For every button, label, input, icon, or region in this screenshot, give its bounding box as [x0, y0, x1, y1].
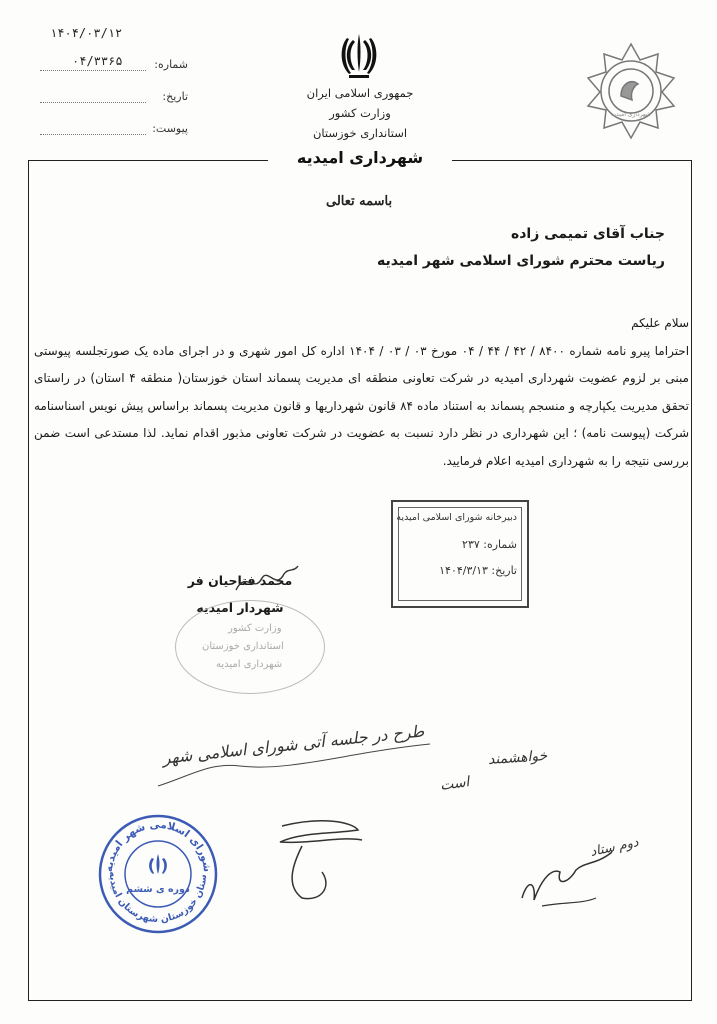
handwritten-signoff: دوم ستاد	[588, 835, 640, 860]
faint-seal-line1: وزارت کشور	[228, 623, 282, 634]
signatory-name: محمد فتاحیان فر	[187, 573, 293, 588]
iran-emblem-icon	[338, 30, 380, 82]
number-value: ۰۴/۳۳۶۵	[72, 54, 123, 68]
country-line: جمهوری اسلامی ایران	[306, 86, 414, 100]
municipality-logo-icon	[576, 36, 686, 146]
handwritten-word1: خواهشمند	[487, 747, 548, 769]
bismillah: باسمه تعالی	[326, 194, 393, 209]
date-dotline	[40, 102, 146, 103]
header-date-value: ۱۴۰۴/۰۳/۱۲	[50, 26, 123, 40]
signature-scribble-icon	[232, 560, 302, 600]
handwritten-word2: است	[439, 774, 471, 794]
governorate-line: استانداری خوزستان	[312, 126, 408, 140]
greeting: سلام علیکم	[631, 316, 689, 330]
received-stamp-line1: دبیرخانه شورای اسلامی امیدیه	[396, 512, 517, 523]
council-seal-middle: دوره ی ششم	[126, 884, 190, 895]
received-stamp	[391, 500, 529, 608]
recipient-name: جناب آقای تمیمی زاده	[510, 226, 665, 242]
letter-body	[34, 310, 689, 475]
frame-top-right	[452, 160, 691, 161]
council-signature-icon	[262, 806, 372, 906]
council-seal-icon	[96, 812, 220, 936]
handwritten-note: طرح در جلسه آتی شورای اسلامی شهر	[161, 721, 426, 768]
ministry-line: وزارت کشور	[329, 106, 391, 120]
municipality-title: شهرداری امیدیه	[270, 148, 450, 167]
faint-municipality-seal	[175, 600, 325, 694]
received-stamp-line3: تاریخ: ۱۴۰۴/۳/۱۳	[439, 564, 517, 577]
attachment-dotline	[40, 134, 146, 135]
received-stamp-line2: شماره: ۲۳۷	[462, 538, 517, 551]
frame-top-left	[28, 160, 268, 161]
attachment-label: پیوست:	[152, 122, 188, 135]
signatory-title: شهردار امیدیه	[196, 600, 284, 615]
logo-text: شهرداری امیدیه	[611, 111, 651, 118]
council-seal-top: شورای اسلامی شهر امیدیه	[102, 818, 214, 873]
faint-seal-line3: شهرداری امیدیه	[216, 659, 283, 670]
number-dotline	[40, 70, 146, 71]
recipient-title: ریاست محترم شورای اسلامی شهر امیدیه	[377, 253, 665, 269]
body-paragraph: احتراما پیرو نامه شماره ۸۴۰۰ / ۴۲ / ۴۴ / ۰۴ مورخ ۰۳ / ۰۳ / ۱۴۰۴ اداره کل امور شهری و در اجرای ماده یک صورتجلسه پیوستی مبنی بر لزوم عضویت شهرداری امیدیه در شرکت تعاونی منطقه ای مدیریت پسماند استان خوزستان( منطقه ۴ استان) در راستای تحقق مدیریت یکپارچه و منسجم پسماند به استناد ماده ۸۴ قانون شهرداریها و قانون مدیریت پسماند براساس پیش نویس اسناسنامه شرکت (پیوست نامه) ؛ این شهرداری در نظر دارد نسبت به عضویت در شرکت تعاونی مذبور اقدام نماید. لذا مستدعی است ضمن بررسی نتیجه را به شهرداری امیدیه اعلام فرمایید.	[34, 343, 690, 468]
faint-seal-line2: استانداری خوزستان	[202, 641, 284, 652]
number-label: شماره:	[154, 58, 188, 71]
date-label: تاریخ:	[162, 90, 188, 103]
council-seal-bottom: ستان خوزستان شهرستان امیدیه	[106, 871, 210, 926]
handwritten-underline-icon	[150, 736, 440, 796]
